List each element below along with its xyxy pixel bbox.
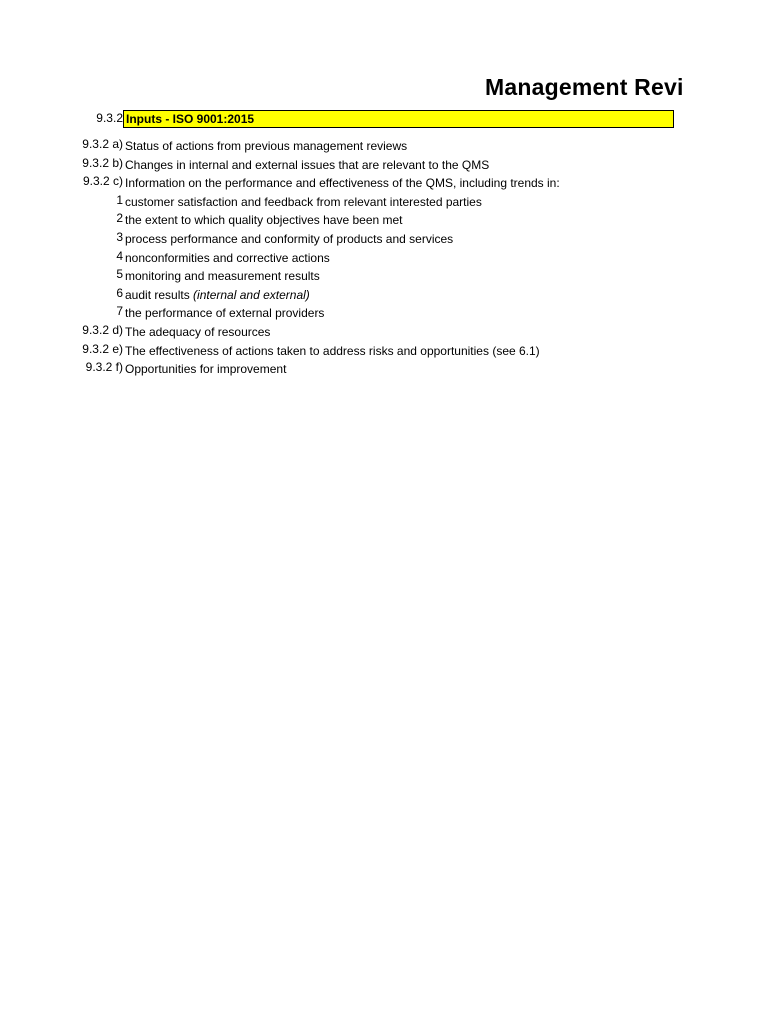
item-number: 9.3.2 d) [82, 322, 123, 337]
item-number: 9.3.2 f) [85, 360, 123, 375]
section-header: Inputs - ISO 9001:2015 [123, 110, 674, 128]
item-number: 5 [116, 267, 123, 282]
section-number: 9.3.2 [96, 111, 123, 125]
item-text: the extent to which quality objectives have been met [125, 213, 403, 228]
item-number: 3 [116, 229, 123, 244]
list-item [0, 360, 768, 379]
item-text: process performance and conformity of products and services [125, 231, 454, 246]
item-text: the performance of external providers [125, 306, 325, 321]
item-text: nonconformities and corrective actions [125, 250, 330, 265]
inputs-list [0, 137, 768, 379]
item-number: 1 [116, 192, 123, 207]
item-text: Opportunities for improvement [125, 362, 287, 377]
item-number: 9.3.2 b) [82, 155, 123, 170]
item-number: 2 [116, 211, 123, 226]
item-text: monitoring and measurement results [125, 269, 320, 284]
item-text: customer satisfaction and feedback from relevant interested parties [125, 194, 482, 209]
item-number: 9.3.2 e) [82, 341, 123, 356]
item-number: 9.3.2 a) [82, 137, 123, 151]
page-title: Management Revi [485, 74, 684, 100]
item-text: Status of actions from previous management reviews [125, 139, 408, 153]
item-number: 7 [116, 304, 123, 319]
item-text: audit results (internal and external) [125, 287, 310, 302]
item-number: 9.3.2 c) [82, 174, 123, 189]
item-text: The adequacy of resources [125, 324, 271, 339]
item-number: 4 [116, 248, 123, 263]
item-text: Information on the performance and effectiveness of the QMS, including trends in: [125, 176, 560, 191]
item-number: 6 [116, 285, 123, 300]
item-text: Changes in internal and external issues that are relevant to the QMS [125, 157, 490, 172]
item-text: The effectiveness of actions taken to address risks and opportunities (see 6.1) [125, 343, 540, 358]
